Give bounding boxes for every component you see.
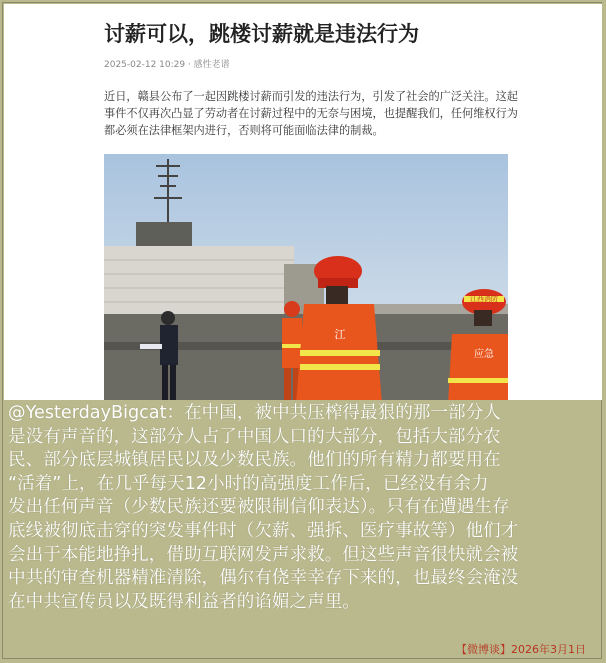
lede-line: 都必须在法律框架内进行，否则将可能面临法律的制裁。: [104, 124, 384, 137]
article-screenshot: [4, 4, 602, 400]
vest-label: 江: [334, 328, 346, 341]
vest-label: 应急: [474, 349, 494, 360]
comment-line: 在中共宣传员以及既得利益者的谄媚之声里。: [8, 591, 360, 612]
comment-line: 发出任何声音（少数民族还要被限制信仰表达）。只有在遭遇生存: [8, 497, 510, 518]
article-photo: [104, 154, 508, 400]
comment-line: “活着”上，在几乎每天12小时的高强度工作后，已经没有余力: [8, 473, 489, 494]
article-lede: [104, 88, 518, 139]
comment-line: 是没有声音的，这部分人占了中国人口的大部分，包括大部分农: [8, 426, 501, 447]
comment-line: 民、部分底层城镇居民以及少数民族。他们的所有精力都要用在: [8, 450, 501, 471]
article-title: 讨薪可以，跳楼讨薪就是违法行为: [104, 22, 419, 46]
lede-line: 事件不仅再次凸显了劳动者在讨薪过程中的无奈与困境，也提醒我们，任何维权行为: [104, 107, 518, 120]
comment-line: 中共的审查机器精准清除，偶尔有侥幸幸存下来的，也最终会淹没: [8, 568, 519, 589]
comment-line: 底线被彻底击穿的突发事件时（欠薪、强拆、医疗事故等）他们才: [8, 520, 519, 541]
comment-line: 会出于本能地挣扎，借助互联网发声求救。但这些声音很快就会被: [8, 544, 519, 565]
building-wall: [104, 246, 294, 316]
date-stamp: 【微博谈】2026年3月1日: [456, 643, 586, 656]
comment-line: @YesterdayBigcat：在中国，被中共压榨得最狠的那一部分人: [8, 403, 501, 423]
comment-text: [8, 402, 598, 614]
article-meta: 2025-02-12 10:29 · 感性老谱: [104, 60, 230, 70]
helmet-label: 江西消防: [470, 295, 498, 303]
lede-line: 近日，赣县公布了一起因跳楼讨薪而引发的违法行为，引发了社会的广泛关注。这起: [104, 90, 518, 103]
